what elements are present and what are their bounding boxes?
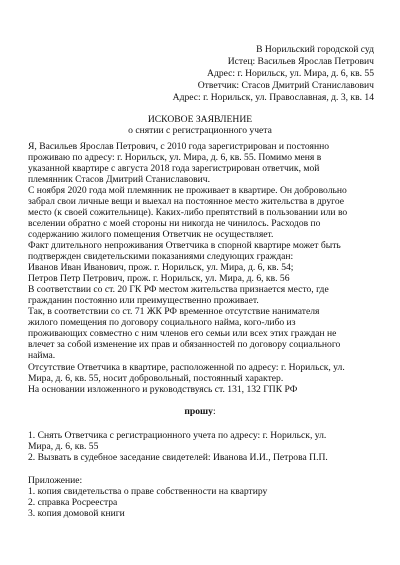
body-line: Мира, д. 6, кв. 55, носит добровольный, постоянный характер.: [28, 373, 284, 384]
body-line: найма.: [28, 350, 56, 361]
plaintiff-name: Истец: Васильев Ярослав Петрович: [227, 56, 374, 67]
body-line: указанной квартире с августа 2018 года зарегистрирован ответчик, мой: [28, 163, 320, 174]
body-line: Я, Васильев Ярослав Петрович, с 2010 года зарегистрирован и постоянно: [28, 141, 330, 152]
body-line: В соответствии со ст. 20 ГК РФ местом жительства признается место, где: [28, 284, 329, 295]
attachment-item: 1. копия свидетельства о праве собственности на квартиру: [28, 486, 268, 497]
document-subtitle: о снятии с регистрационного учета: [128, 125, 272, 136]
body-line: Отсутствие Ответчика в квартире, расположенной по адресу: г. Норильск, ул.: [28, 362, 345, 373]
body-line: забрал свои личные вещи и выехал на постоянное место жительства в другое: [28, 196, 345, 207]
body-line: проживающих совместно с ним членов его семьи или всех этих граждан не: [28, 328, 337, 339]
body-line: подтвержден свидетельскими показаниями следующих граждан:: [28, 251, 294, 262]
defendant-address: Адрес: г. Норильск, ул. Православная, д. 3, кв. 14: [172, 92, 374, 103]
document-title: ИСКОВОЕ ЗАЯВЛЕНИЕ: [147, 114, 253, 125]
court-name: В Норильский городской суд: [256, 44, 374, 55]
request-item: 1. Снять Ответчика с регистрационного учета по адресу: г. Норильск, ул.: [28, 430, 327, 441]
request-heading-word: прошу: [184, 406, 213, 417]
request-heading-colon: :: [212, 406, 216, 417]
body-line: гражданин постоянно или преимущественно проживает.: [28, 295, 259, 306]
plaintiff-address: Адрес: г. Норильск, ул. Мира, д. 6, кв. 55: [207, 68, 374, 79]
defendant-name: Ответчик: Стасов Дмитрий Станиславович: [197, 80, 374, 91]
body-line: Факт длительного непроживания Ответчика в спорной квартире может быть: [28, 240, 341, 251]
attachments-heading: Приложение:: [28, 475, 83, 486]
body-line: Иванов Иван Иванович, прож. г. Норильск, ул. Мира, д. 6, кв. 54;: [28, 262, 294, 273]
body-line: вселении обратно с моей стороны ни никогда не чинилось. Расходов по: [28, 218, 321, 229]
attachment-item: 2. справка Росреестра: [28, 497, 118, 508]
attachment-item: 3. копия домовой книги: [28, 508, 125, 519]
body-line: С ноября 2020 года мой племянник не проживает в квартире. Он добровольно: [28, 185, 347, 196]
body-line: жилого помещения по договору социального найма, кого-либо из: [28, 317, 296, 328]
request-item: Мира, д. 6, кв. 55: [28, 441, 99, 452]
body-line: место (к своей сожительнице). Каких-либо препятствий в пользовании или во: [28, 207, 348, 218]
body-line: проживаю по адресу: г. Норильск, ул. Мира, д. 6, кв. 55. Помимо меня в: [28, 152, 322, 163]
body-line: Так, в соответствии со ст. 71 ЖК РФ временное отсутствие нанимателя: [28, 306, 320, 317]
body-line: На основании изложенного и руководствуясь ст. 131, 132 ГПК РФ: [28, 384, 298, 395]
body-line: влечет за собой изменение их прав и обязанностей по договору социального: [28, 339, 341, 350]
body-line: содержанию жилого помещения Ответчик не осуществляет.: [28, 229, 274, 240]
request-heading: [0, 406, 400, 417]
request-item: 2. Вызвать в судебное заседание свидетелей: Иванова И.И., Петрова П.П.: [28, 452, 328, 463]
body-line: племянник Стасов Дмитрий Станиславович.: [28, 174, 211, 185]
body-line: Петров Петр Петрович, прож. г. Норильск, ул. Мира, д. 6, кв. 56: [28, 273, 290, 284]
